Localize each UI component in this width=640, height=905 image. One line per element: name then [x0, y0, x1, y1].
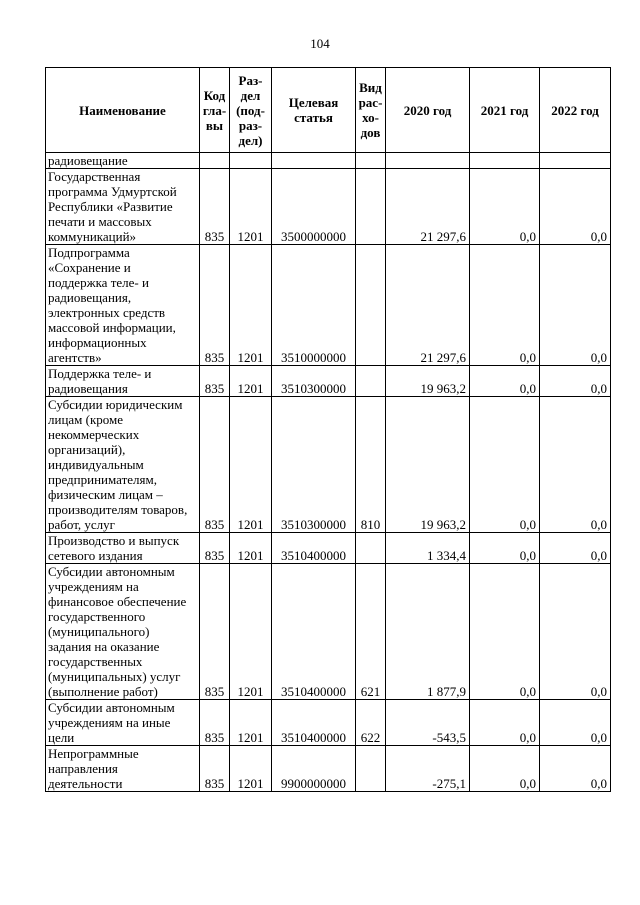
cell-target: 3510300000: [272, 397, 356, 533]
cell-2022: 0,0: [540, 746, 611, 792]
cell-section: 1201: [230, 564, 272, 700]
cell-code: [200, 153, 230, 169]
page-number: 104: [310, 36, 330, 51]
cell-code: 835: [200, 533, 230, 564]
cell-2020: 21 297,6: [386, 245, 470, 366]
cell-name: Подпрограмма «Сохранение и поддержка теле- и радиовещания, электронных средств массовой информации, информационных агентств»: [46, 245, 200, 366]
table-body: [46, 153, 611, 792]
cell-section: 1201: [230, 700, 272, 746]
cell-2022: 0,0: [540, 366, 611, 397]
cell-code: 835: [200, 700, 230, 746]
cell-target: 3510300000: [272, 366, 356, 397]
cell-code: 835: [200, 169, 230, 245]
col-header-2020: 2020 год: [386, 68, 470, 153]
col-header-section: Раз- дел (под- раз- дел): [230, 68, 272, 153]
cell-name: Поддержка теле- и радиовещания: [46, 366, 200, 397]
table-header-row: [46, 68, 611, 153]
cell-2021: 0,0: [470, 245, 540, 366]
cell-2021: 0,0: [470, 564, 540, 700]
table-row: [46, 746, 611, 792]
col-header-2022: 2022 год: [540, 68, 611, 153]
col-header-target: Целевая статья: [272, 68, 356, 153]
cell-2020: 1 877,9: [386, 564, 470, 700]
col-header-2021: 2021 год: [470, 68, 540, 153]
cell-2021: 0,0: [470, 533, 540, 564]
table-row: [46, 397, 611, 533]
cell-name: Субсидии автономным учреждениям на финансовое обеспечение государственного (муниципального) задания на оказание государственных (муниципальных) услуг (выполнение работ): [46, 564, 200, 700]
cell-2021: 0,0: [470, 366, 540, 397]
cell-type: 621: [356, 564, 386, 700]
table-row: [46, 245, 611, 366]
cell-name: Непрограммные направления деятельности: [46, 746, 200, 792]
cell-type: 622: [356, 700, 386, 746]
cell-name: Государственная программа Удмуртской Республики «Развитие печати и массовых коммуникаций»: [46, 169, 200, 245]
cell-target: 3510400000: [272, 700, 356, 746]
cell-type: [356, 746, 386, 792]
cell-target: [272, 153, 356, 169]
table-row: [46, 533, 611, 564]
cell-2020: 19 963,2: [386, 397, 470, 533]
table-row: [46, 564, 611, 700]
cell-section: 1201: [230, 397, 272, 533]
cell-section: [230, 153, 272, 169]
table-row: [46, 153, 611, 169]
cell-2020: [386, 153, 470, 169]
cell-name: радиовещание: [46, 153, 200, 169]
cell-code: 835: [200, 366, 230, 397]
cell-name: Субсидии автономным учреждениям на иные цели: [46, 700, 200, 746]
cell-2022: 0,0: [540, 397, 611, 533]
table-row: [46, 700, 611, 746]
cell-section: 1201: [230, 169, 272, 245]
cell-type: [356, 533, 386, 564]
cell-code: 835: [200, 245, 230, 366]
cell-code: 835: [200, 746, 230, 792]
table-row: [46, 169, 611, 245]
cell-2020: -275,1: [386, 746, 470, 792]
cell-type: [356, 169, 386, 245]
cell-2022: 0,0: [540, 533, 611, 564]
cell-2021: 0,0: [470, 746, 540, 792]
cell-2020: -543,5: [386, 700, 470, 746]
cell-target: 3510400000: [272, 564, 356, 700]
table-row: [46, 366, 611, 397]
col-header-code: Код гла- вы: [200, 68, 230, 153]
cell-2022: 0,0: [540, 564, 611, 700]
cell-name: Субсидии юридическим лицам (кроме некоммерческих организаций), индивидуальным предпринимателям, физическим лицам – производителям товаров, работ, услуг: [46, 397, 200, 533]
cell-type: [356, 366, 386, 397]
cell-2020: 21 297,6: [386, 169, 470, 245]
cell-target: 3510400000: [272, 533, 356, 564]
cell-name: Производство и выпуск сетевого издания: [46, 533, 200, 564]
cell-target: 3500000000: [272, 169, 356, 245]
cell-2022: 0,0: [540, 700, 611, 746]
cell-2020: 19 963,2: [386, 366, 470, 397]
cell-target: 3510000000: [272, 245, 356, 366]
cell-section: 1201: [230, 245, 272, 366]
cell-type: [356, 153, 386, 169]
cell-type: 810: [356, 397, 386, 533]
cell-2021: [470, 153, 540, 169]
cell-target: 9900000000: [272, 746, 356, 792]
cell-section: 1201: [230, 533, 272, 564]
cell-2022: 0,0: [540, 169, 611, 245]
budget-table: [45, 67, 611, 792]
cell-section: 1201: [230, 746, 272, 792]
col-header-name: Наименование: [46, 68, 200, 153]
cell-code: 835: [200, 397, 230, 533]
cell-2021: 0,0: [470, 700, 540, 746]
cell-2022: 0,0: [540, 245, 611, 366]
cell-2020: 1 334,4: [386, 533, 470, 564]
cell-section: 1201: [230, 366, 272, 397]
col-header-type: Вид рас- хо- дов: [356, 68, 386, 153]
cell-2021: 0,0: [470, 169, 540, 245]
cell-2021: 0,0: [470, 397, 540, 533]
cell-code: 835: [200, 564, 230, 700]
cell-type: [356, 245, 386, 366]
cell-2022: [540, 153, 611, 169]
